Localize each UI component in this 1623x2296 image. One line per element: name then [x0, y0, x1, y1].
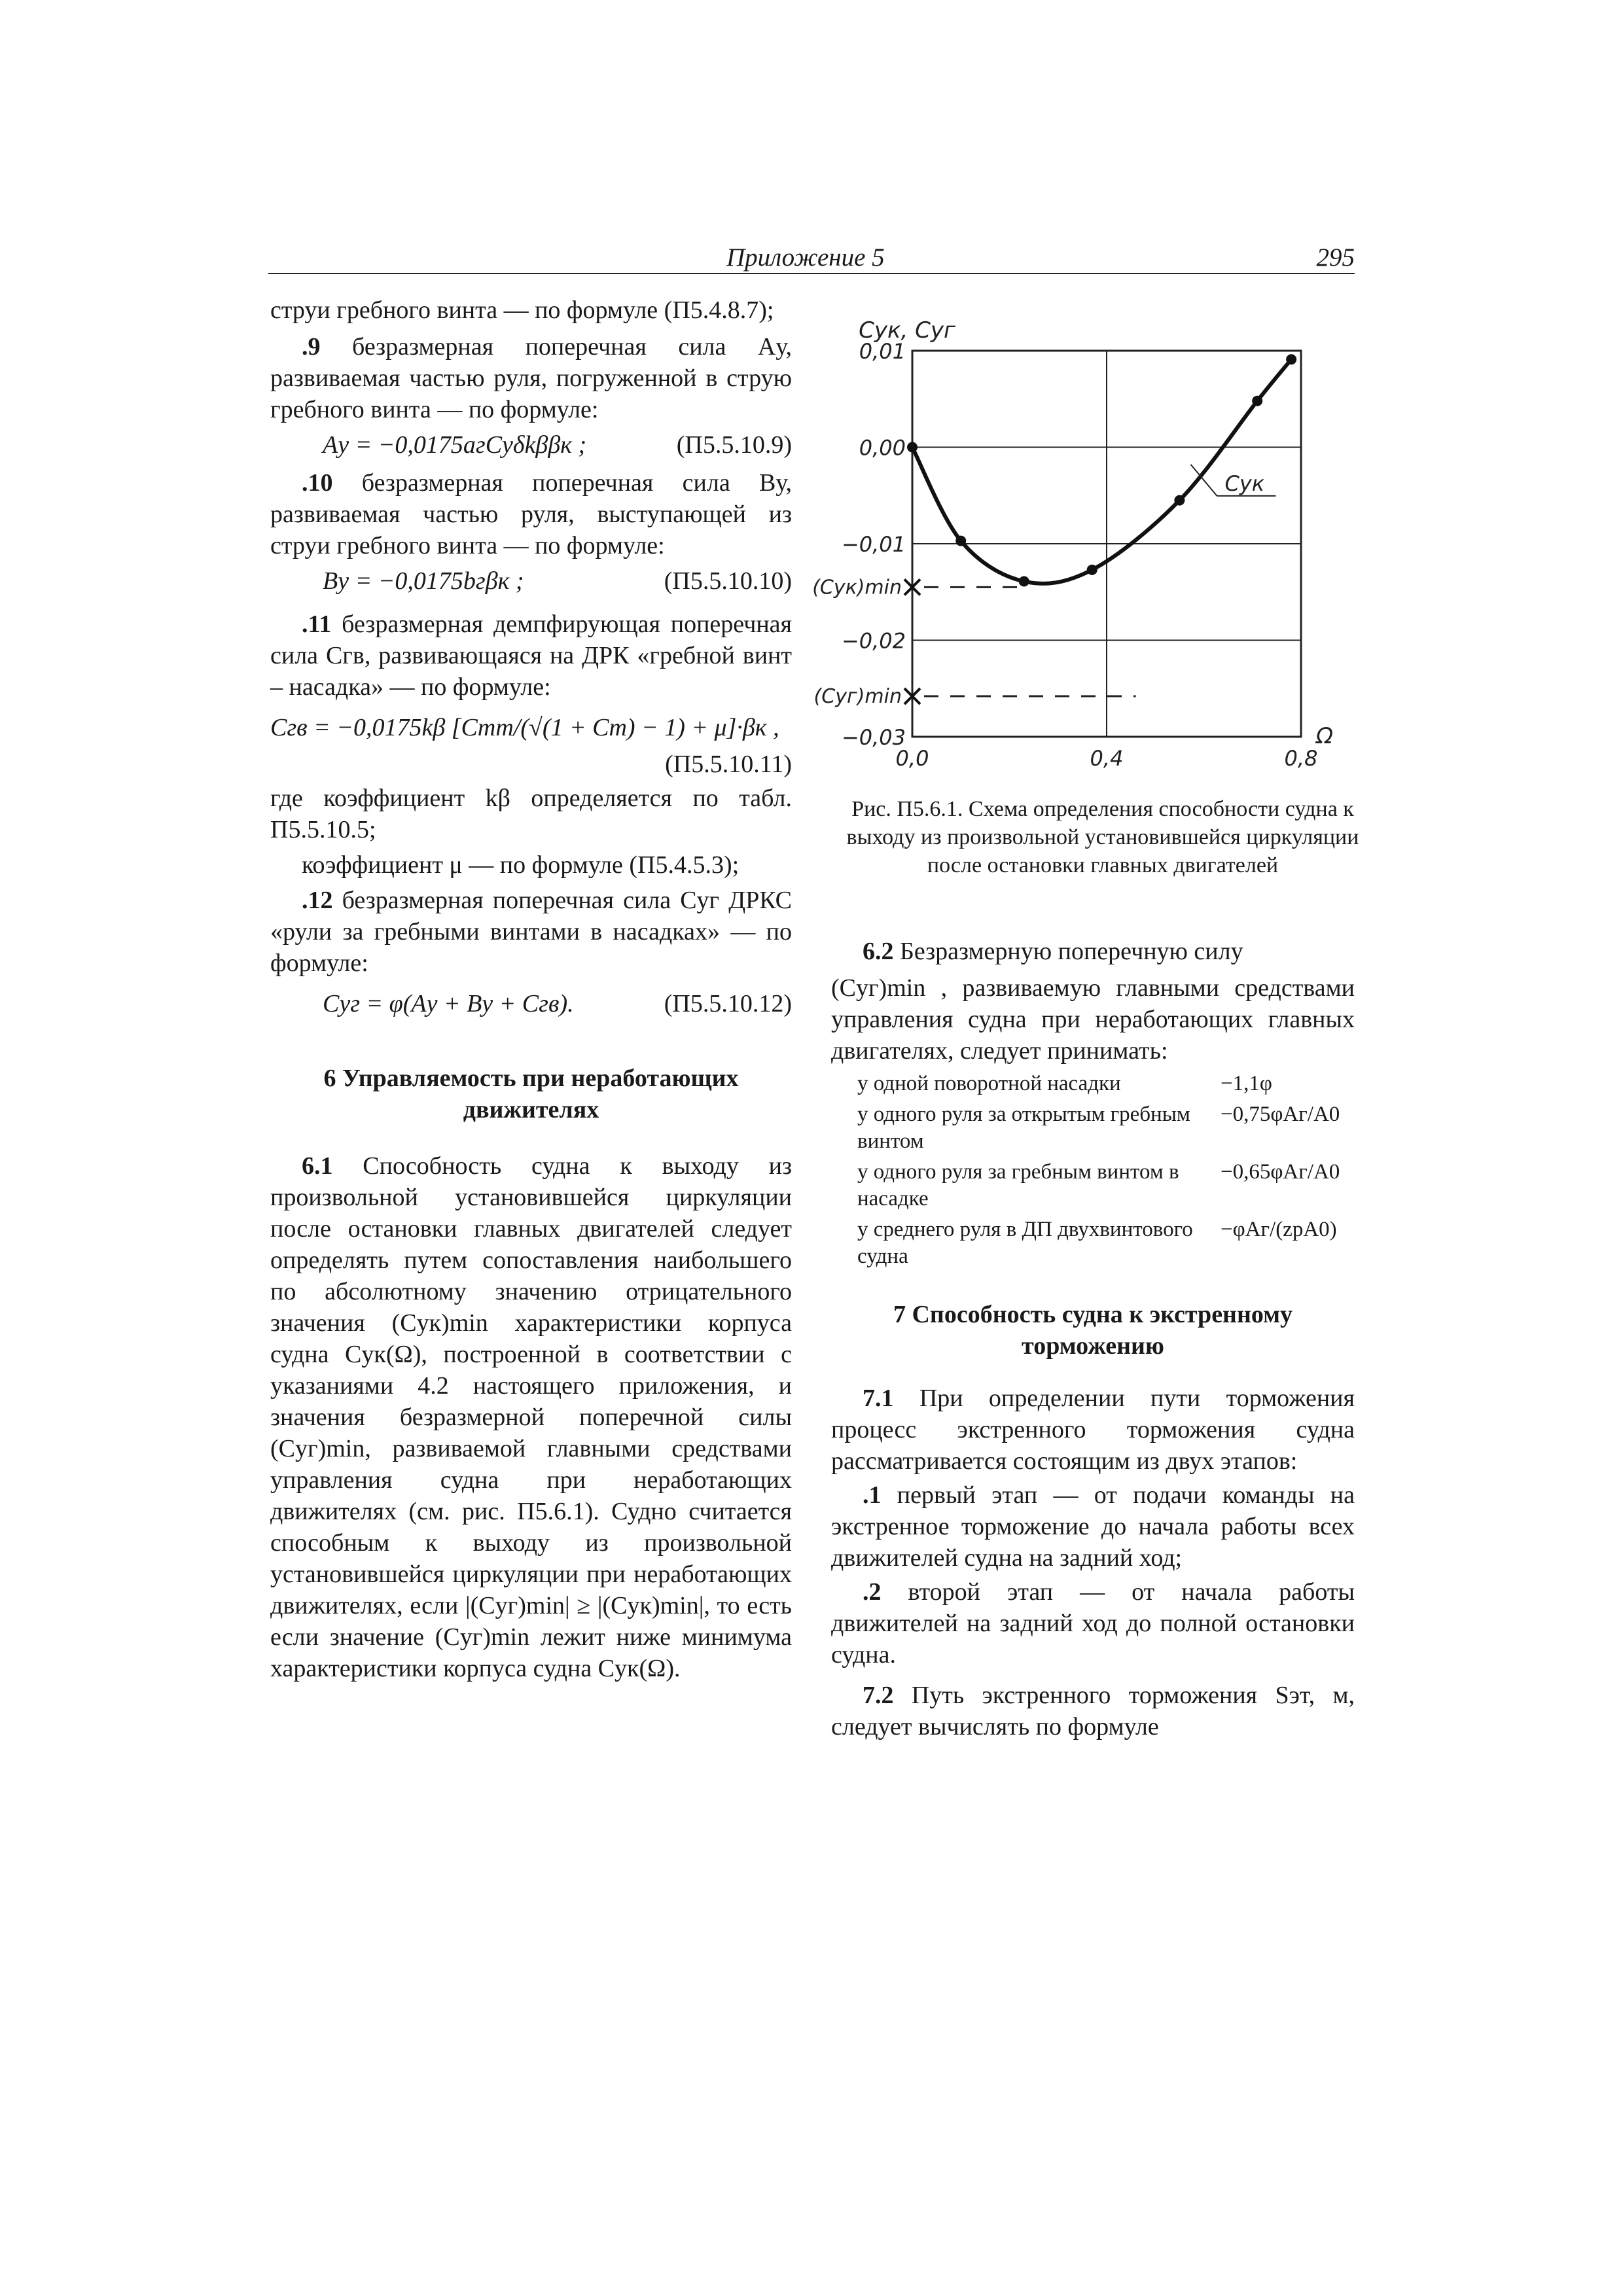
table-row-value: −1,1φ [1221, 1072, 1272, 1095]
table-row-label: у среднего руля в ДП двухвинтового судна [857, 1218, 1193, 1268]
paragraph-7-1-2: .2 второй этап — от начала работы движителей на задний ход до полной остановки судна. [831, 1578, 1355, 1669]
chart-marks [904, 354, 1296, 704]
rudder-force-table [831, 1070, 1355, 1270]
right-column [831, 936, 1355, 1742]
formula-11-number: (П5.5.10.11) [665, 751, 792, 778]
header-rule [268, 273, 1355, 274]
section-6-heading: 6 Управляемость при неработающих движителях [323, 1065, 739, 1123]
paragraph-item-9: .9 безразмерная поперечная сила Aу, развиваемая частью руля, погруженной в струю гребного винта — по формуле: [270, 333, 792, 423]
formula-11-text: Cгв = −0,0175kβ [Cтт/(√(1 + Cт) − 1) + μ]·βк , [270, 714, 779, 741]
formula-9-text: Aу = −0,0175aгCуδkββк ; [323, 431, 587, 459]
data-point [1252, 396, 1262, 406]
y-axis-label: Cук, Cуг [859, 317, 955, 344]
formula-11 [270, 712, 792, 749]
data-point [907, 442, 918, 453]
min-label: (Cуг)min [813, 685, 902, 709]
figure-caption: Рис. П5.6.1. Схема определения способности судна к выходу из произвольной установившейся циркуляции после остановки главных двигателей [846, 797, 1359, 877]
y-tick-label: 0,00 [859, 435, 906, 461]
paragraph-continuation: струи гребного винта — по формуле (П5.4.8.7); [270, 296, 774, 324]
formula-10-text: Bу = −0,0175bгβк ; [323, 567, 524, 595]
paragraph-where: где коэффициент kβ определяется по табл. П5.5.10.5; [270, 785, 792, 843]
data-point [1087, 565, 1097, 575]
paragraph-item-12: .12 безразмерная поперечная сила Cуг ДРКС «рули за гребными винтами в насадках» — по формуле: [270, 887, 792, 977]
x-tick-label: 0,4 [1090, 746, 1124, 771]
paragraph-item-11: .11 безразмерная демпфирующая поперечная сила Cгв, развивающаяся на ДРК «гребной винт – насадка» — по формуле: [270, 610, 792, 701]
paragraph-7-1: 7.1 При определении пути торможения процесс экстренного торможения судна рассматривается состоящим из двух этапов: [831, 1385, 1355, 1475]
min-label: (Cук)min [812, 576, 902, 599]
table-row-value: −0,65φAг/A0 [1221, 1160, 1340, 1184]
y-tick-label: −0,03 [841, 725, 906, 750]
formula-10 [270, 565, 792, 603]
paragraph-6-1: 6.1 Способность судна к выходу из произвольной установившейся циркуляции после остановки главных двигателей следует определять путем сопоставления наибольшего по абсолютному значению отрицательного значения (Cук)min характеристики корпуса судна Cук(Ω), построенной в соответствии с указаниями 4.2 настоящего приложения, и значения безразмерной поперечной силы (Cуг)min, развиваемой главными средствами управления судна при неработающих движителях (см. рис. П5.6.1). Судно считается способным к выходу из произвольной установившейся циркуляции при неработающих движителях, если |(Cуг)min| ≥ |(Cук)min|, то есть если значение (Cуг)min лежит ниже минимума характеристики корпуса судна Cук(Ω). [270, 1152, 792, 1682]
paragraph-6-2-start: 6.2 Безразмерную поперечную силу [863, 938, 1243, 965]
data-point [1019, 576, 1029, 587]
formula-9-number: (П5.5.10.9) [676, 431, 792, 459]
data-point [1286, 354, 1296, 364]
left-column [270, 294, 792, 1684]
table-row-label: у одного руля за гребным винтом в насадке [857, 1160, 1179, 1210]
y-tick-label: −0,02 [841, 628, 906, 654]
paragraph-7-2: 7.2 Путь экстренного торможения Sэт, м, следует вычислять по формуле [831, 1682, 1355, 1740]
y-tick-label: 0,01 [859, 339, 906, 364]
running-header [268, 242, 1355, 275]
table-row [857, 1216, 1355, 1270]
formula-12 [270, 988, 792, 1034]
formula-12-text: Cуг = φ(Aу + Bу + Cгв). [323, 990, 574, 1017]
table-row-value: −0,75φAг/A0 [1221, 1103, 1340, 1126]
table-row [857, 1070, 1355, 1097]
chart-grid [912, 351, 1301, 737]
paragraph-7-1-1: .1 первый этап — от подачи команды на экстренное торможение до начала работы всех движителей судна на задний ход; [831, 1481, 1355, 1572]
x-axis-label: Ω [1316, 723, 1333, 749]
paragraph-item-10: .10 безразмерная поперечная сила Bу, развиваемая частью руля, выступающей из струи гребного винта — по формуле: [270, 469, 792, 559]
data-point [955, 536, 966, 546]
table-row-label: у одного руля за открытым гребным винтом [857, 1103, 1190, 1153]
curve-label: Cук [1224, 470, 1265, 496]
table-row [857, 1101, 1355, 1155]
figure-chart [812, 308, 1355, 792]
section-7-heading: 7 Способность судна к экстренному торможению [893, 1301, 1293, 1360]
x-tick-label: 0,0 [895, 746, 929, 771]
table-row-label: у одной поворотной насадки [857, 1072, 1121, 1095]
paragraph-6-2: (Cуг)min , развиваемую главными средствами управления судна при неработающих главных двигателях, следует принимать: [831, 974, 1355, 1065]
paragraph-mu: коэффициент μ — по формуле (П5.4.5.3); [302, 851, 740, 879]
data-point [1174, 495, 1185, 506]
formula-10-number: (П5.5.10.10) [664, 567, 792, 595]
formula-9 [270, 429, 792, 467]
table-row-value: −φAг/(zрA0) [1221, 1218, 1337, 1241]
page-number: 295 [1316, 243, 1355, 272]
running-title: Приложение 5 [726, 243, 885, 272]
table-row [857, 1159, 1355, 1212]
y-tick-label: −0,01 [841, 532, 906, 557]
x-tick-label: 0,8 [1284, 746, 1318, 771]
formula-12-number: (П5.5.10.12) [664, 990, 792, 1017]
